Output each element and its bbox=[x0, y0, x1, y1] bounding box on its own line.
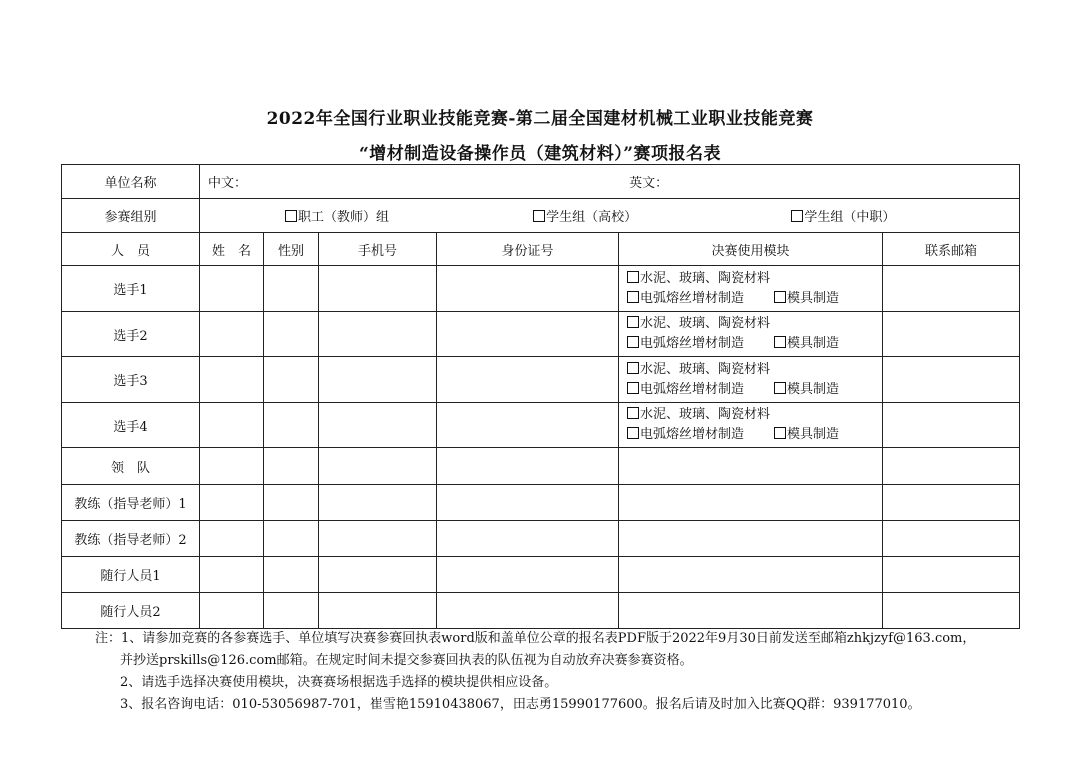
group-options bbox=[200, 199, 1020, 233]
checkbox-icon bbox=[791, 210, 803, 222]
module-label: 模具制造 bbox=[787, 290, 840, 306]
phone-cell[interactable] bbox=[319, 485, 437, 521]
checkbox-icon bbox=[627, 291, 639, 303]
module-option-mold[interactable] bbox=[774, 427, 839, 442]
id-cell[interactable] bbox=[437, 266, 619, 312]
group-label: 参赛组别 bbox=[62, 199, 200, 233]
module-cell[interactable] bbox=[619, 448, 883, 485]
group-option-staff[interactable] bbox=[285, 206, 389, 225]
module-option-ceramics[interactable] bbox=[627, 271, 770, 286]
note-1-continued: 并抄送prskills@126.com邮箱。在规定时间未提交参赛回执表的队伍视为自动放弃决赛参赛资格。 bbox=[120, 653, 693, 668]
unit-cn-field[interactable] bbox=[200, 165, 883, 199]
note-3: 3、报名咨询电话：010-53056987-701，崔雪艳15910438067，田志勇15990177600。报名后请及时加入比赛QQ群：939177010。 bbox=[120, 697, 921, 712]
email-cell[interactable] bbox=[883, 485, 1020, 521]
email-cell[interactable] bbox=[883, 521, 1020, 557]
email-cell[interactable] bbox=[883, 312, 1020, 357]
col-phone: 手机号 bbox=[319, 233, 437, 266]
id-cell[interactable] bbox=[437, 357, 619, 403]
phone-cell[interactable] bbox=[319, 312, 437, 357]
email-cell[interactable] bbox=[883, 403, 1020, 448]
email-cell[interactable] bbox=[883, 557, 1020, 593]
id-cell[interactable] bbox=[437, 485, 619, 521]
id-cell[interactable] bbox=[437, 403, 619, 448]
module-option-arc[interactable] bbox=[627, 291, 744, 306]
name-cell[interactable] bbox=[200, 557, 264, 593]
module-label: 水泥、玻璃、陶瓷材料 bbox=[640, 270, 771, 286]
checkbox-icon bbox=[627, 316, 639, 328]
checkbox-icon bbox=[627, 362, 639, 374]
table-row bbox=[62, 521, 1020, 557]
module-cell bbox=[619, 403, 883, 448]
gender-cell[interactable] bbox=[264, 557, 319, 593]
checkbox-icon bbox=[774, 336, 786, 348]
name-cell[interactable] bbox=[200, 593, 264, 629]
col-name: 姓 名 bbox=[200, 233, 264, 266]
id-cell[interactable] bbox=[437, 448, 619, 485]
row-label: 随行人员1 bbox=[62, 557, 200, 593]
gender-cell[interactable] bbox=[264, 521, 319, 557]
gender-cell[interactable] bbox=[264, 485, 319, 521]
module-label: 电弧熔丝增材制造 bbox=[640, 381, 745, 397]
table-row bbox=[62, 312, 1020, 357]
table-row bbox=[62, 557, 1020, 593]
group-option-college[interactable] bbox=[533, 206, 637, 225]
form-title-line1: 2022年全国行业职业技能竞赛-第二届全国建材机械工业职业技能竞赛 bbox=[266, 109, 814, 129]
module-option-ceramics[interactable] bbox=[627, 316, 770, 331]
module-label: 电弧熔丝增材制造 bbox=[640, 427, 745, 442]
gender-cell[interactable] bbox=[264, 593, 319, 629]
module-label: 电弧熔丝增材制造 bbox=[640, 336, 745, 351]
unit-cn-label: 中文： bbox=[208, 176, 248, 191]
col-module: 决赛使用模块 bbox=[619, 233, 883, 266]
unit-row bbox=[62, 165, 1020, 199]
table-row bbox=[62, 357, 1020, 403]
phone-cell[interactable] bbox=[319, 593, 437, 629]
col-person: 人 员 bbox=[62, 233, 200, 266]
notes-prefix: 注： bbox=[95, 631, 122, 646]
module-label: 模具制造 bbox=[787, 427, 840, 442]
row-label: 领 队 bbox=[62, 448, 200, 485]
name-cell[interactable] bbox=[200, 485, 264, 521]
row-label: 选手2 bbox=[62, 312, 200, 357]
name-cell[interactable] bbox=[200, 448, 264, 485]
row-label: 选手4 bbox=[62, 403, 200, 448]
note-2: 2、请选手选择决赛使用模块，决赛赛场根据选手选择的模块提供相应设备。 bbox=[120, 675, 558, 690]
id-cell[interactable] bbox=[437, 557, 619, 593]
gender-cell[interactable] bbox=[264, 403, 319, 448]
checkbox-icon bbox=[627, 427, 639, 439]
email-cell[interactable] bbox=[883, 593, 1020, 629]
group-option-vocational[interactable] bbox=[791, 206, 895, 225]
module-option-arc[interactable] bbox=[627, 382, 744, 397]
checkbox-icon bbox=[627, 271, 639, 283]
note-1-text: 1、请参加竞赛的各参赛选手、单位填写决赛参赛回执表word版和盖单位公章的报名表PDF版于2022年9月30日前发送至邮箱zhkjzyf@163.com， bbox=[121, 631, 976, 646]
email-cell[interactable] bbox=[883, 357, 1020, 403]
table-row bbox=[62, 266, 1020, 312]
phone-cell[interactable] bbox=[319, 448, 437, 485]
row-label: 教练（指导老师）2 bbox=[62, 521, 200, 557]
module-cell bbox=[619, 266, 883, 312]
name-cell[interactable] bbox=[200, 266, 264, 312]
row-label: 选手1 bbox=[62, 266, 200, 312]
note-1 bbox=[95, 628, 1045, 650]
gender-cell[interactable] bbox=[264, 266, 319, 312]
col-gender: 性别 bbox=[264, 233, 319, 266]
checkbox-icon bbox=[627, 382, 639, 394]
name-cell[interactable] bbox=[200, 312, 264, 357]
phone-cell[interactable] bbox=[319, 521, 437, 557]
header-row bbox=[62, 233, 1020, 266]
module-option-ceramics[interactable] bbox=[627, 362, 770, 377]
module-cell bbox=[619, 312, 883, 357]
module-option-mold[interactable] bbox=[774, 336, 839, 351]
unit-en-field[interactable] bbox=[883, 165, 1020, 199]
id-cell[interactable] bbox=[437, 312, 619, 357]
module-label: 电弧熔丝增材制造 bbox=[640, 290, 745, 306]
row-label: 随行人员2 bbox=[62, 593, 200, 629]
row-label: 选手3 bbox=[62, 357, 200, 403]
module-cell[interactable] bbox=[619, 485, 883, 521]
module-label: 水泥、玻璃、陶瓷材料 bbox=[640, 407, 771, 422]
checkbox-icon bbox=[627, 407, 639, 419]
col-id-number: 身份证号 bbox=[437, 233, 619, 266]
checkbox-icon bbox=[774, 382, 786, 394]
table-row bbox=[62, 448, 1020, 485]
table-row bbox=[62, 403, 1020, 448]
gender-cell[interactable] bbox=[264, 448, 319, 485]
row-label: 教练（指导老师）1 bbox=[62, 485, 200, 521]
col-email: 联系邮箱 bbox=[883, 233, 1020, 266]
gender-cell[interactable] bbox=[264, 312, 319, 357]
gender-cell[interactable] bbox=[264, 357, 319, 403]
module-cell bbox=[619, 357, 883, 403]
group-option-label: 学生组（高校） bbox=[546, 210, 638, 225]
module-label: 水泥、玻璃、陶瓷材料 bbox=[640, 361, 771, 377]
module-cell[interactable] bbox=[619, 593, 883, 629]
module-label: 模具制造 bbox=[787, 381, 840, 397]
module-option-arc[interactable] bbox=[627, 427, 744, 442]
group-option-label: 职工（教师）组 bbox=[298, 210, 390, 225]
email-cell[interactable] bbox=[883, 448, 1020, 485]
module-option-mold[interactable] bbox=[774, 382, 839, 397]
phone-cell[interactable] bbox=[319, 403, 437, 448]
checkbox-icon bbox=[774, 291, 786, 303]
module-label: 水泥、玻璃、陶瓷材料 bbox=[640, 316, 771, 331]
table-row bbox=[62, 485, 1020, 521]
phone-cell[interactable] bbox=[319, 357, 437, 403]
checkbox-icon bbox=[627, 336, 639, 348]
group-option-label: 学生组（中职） bbox=[804, 210, 896, 225]
email-cell[interactable] bbox=[883, 266, 1020, 312]
module-label: 模具制造 bbox=[787, 336, 840, 351]
phone-cell[interactable] bbox=[319, 266, 437, 312]
form-title-line2: “增材制造设备操作员（建筑材料）”赛项报名表 bbox=[358, 144, 722, 164]
module-option-arc[interactable] bbox=[627, 336, 744, 351]
unit-en-label: 英文： bbox=[629, 176, 669, 191]
module-option-mold[interactable] bbox=[774, 291, 839, 306]
unit-label: 单位名称 bbox=[62, 165, 200, 199]
id-cell[interactable] bbox=[437, 593, 619, 629]
checkbox-icon bbox=[533, 210, 545, 222]
name-cell[interactable] bbox=[200, 521, 264, 557]
name-cell[interactable] bbox=[200, 403, 264, 448]
phone-cell[interactable] bbox=[319, 557, 437, 593]
id-cell[interactable] bbox=[437, 521, 619, 557]
notes bbox=[95, 628, 1045, 716]
module-cell[interactable] bbox=[619, 521, 883, 557]
table-row bbox=[62, 593, 1020, 629]
name-cell[interactable] bbox=[200, 357, 264, 403]
group-row bbox=[62, 199, 1020, 233]
checkbox-icon bbox=[774, 427, 786, 439]
registration-table bbox=[61, 164, 1020, 629]
module-cell[interactable] bbox=[619, 557, 883, 593]
module-option-ceramics[interactable] bbox=[627, 407, 770, 422]
checkbox-icon bbox=[285, 210, 297, 222]
